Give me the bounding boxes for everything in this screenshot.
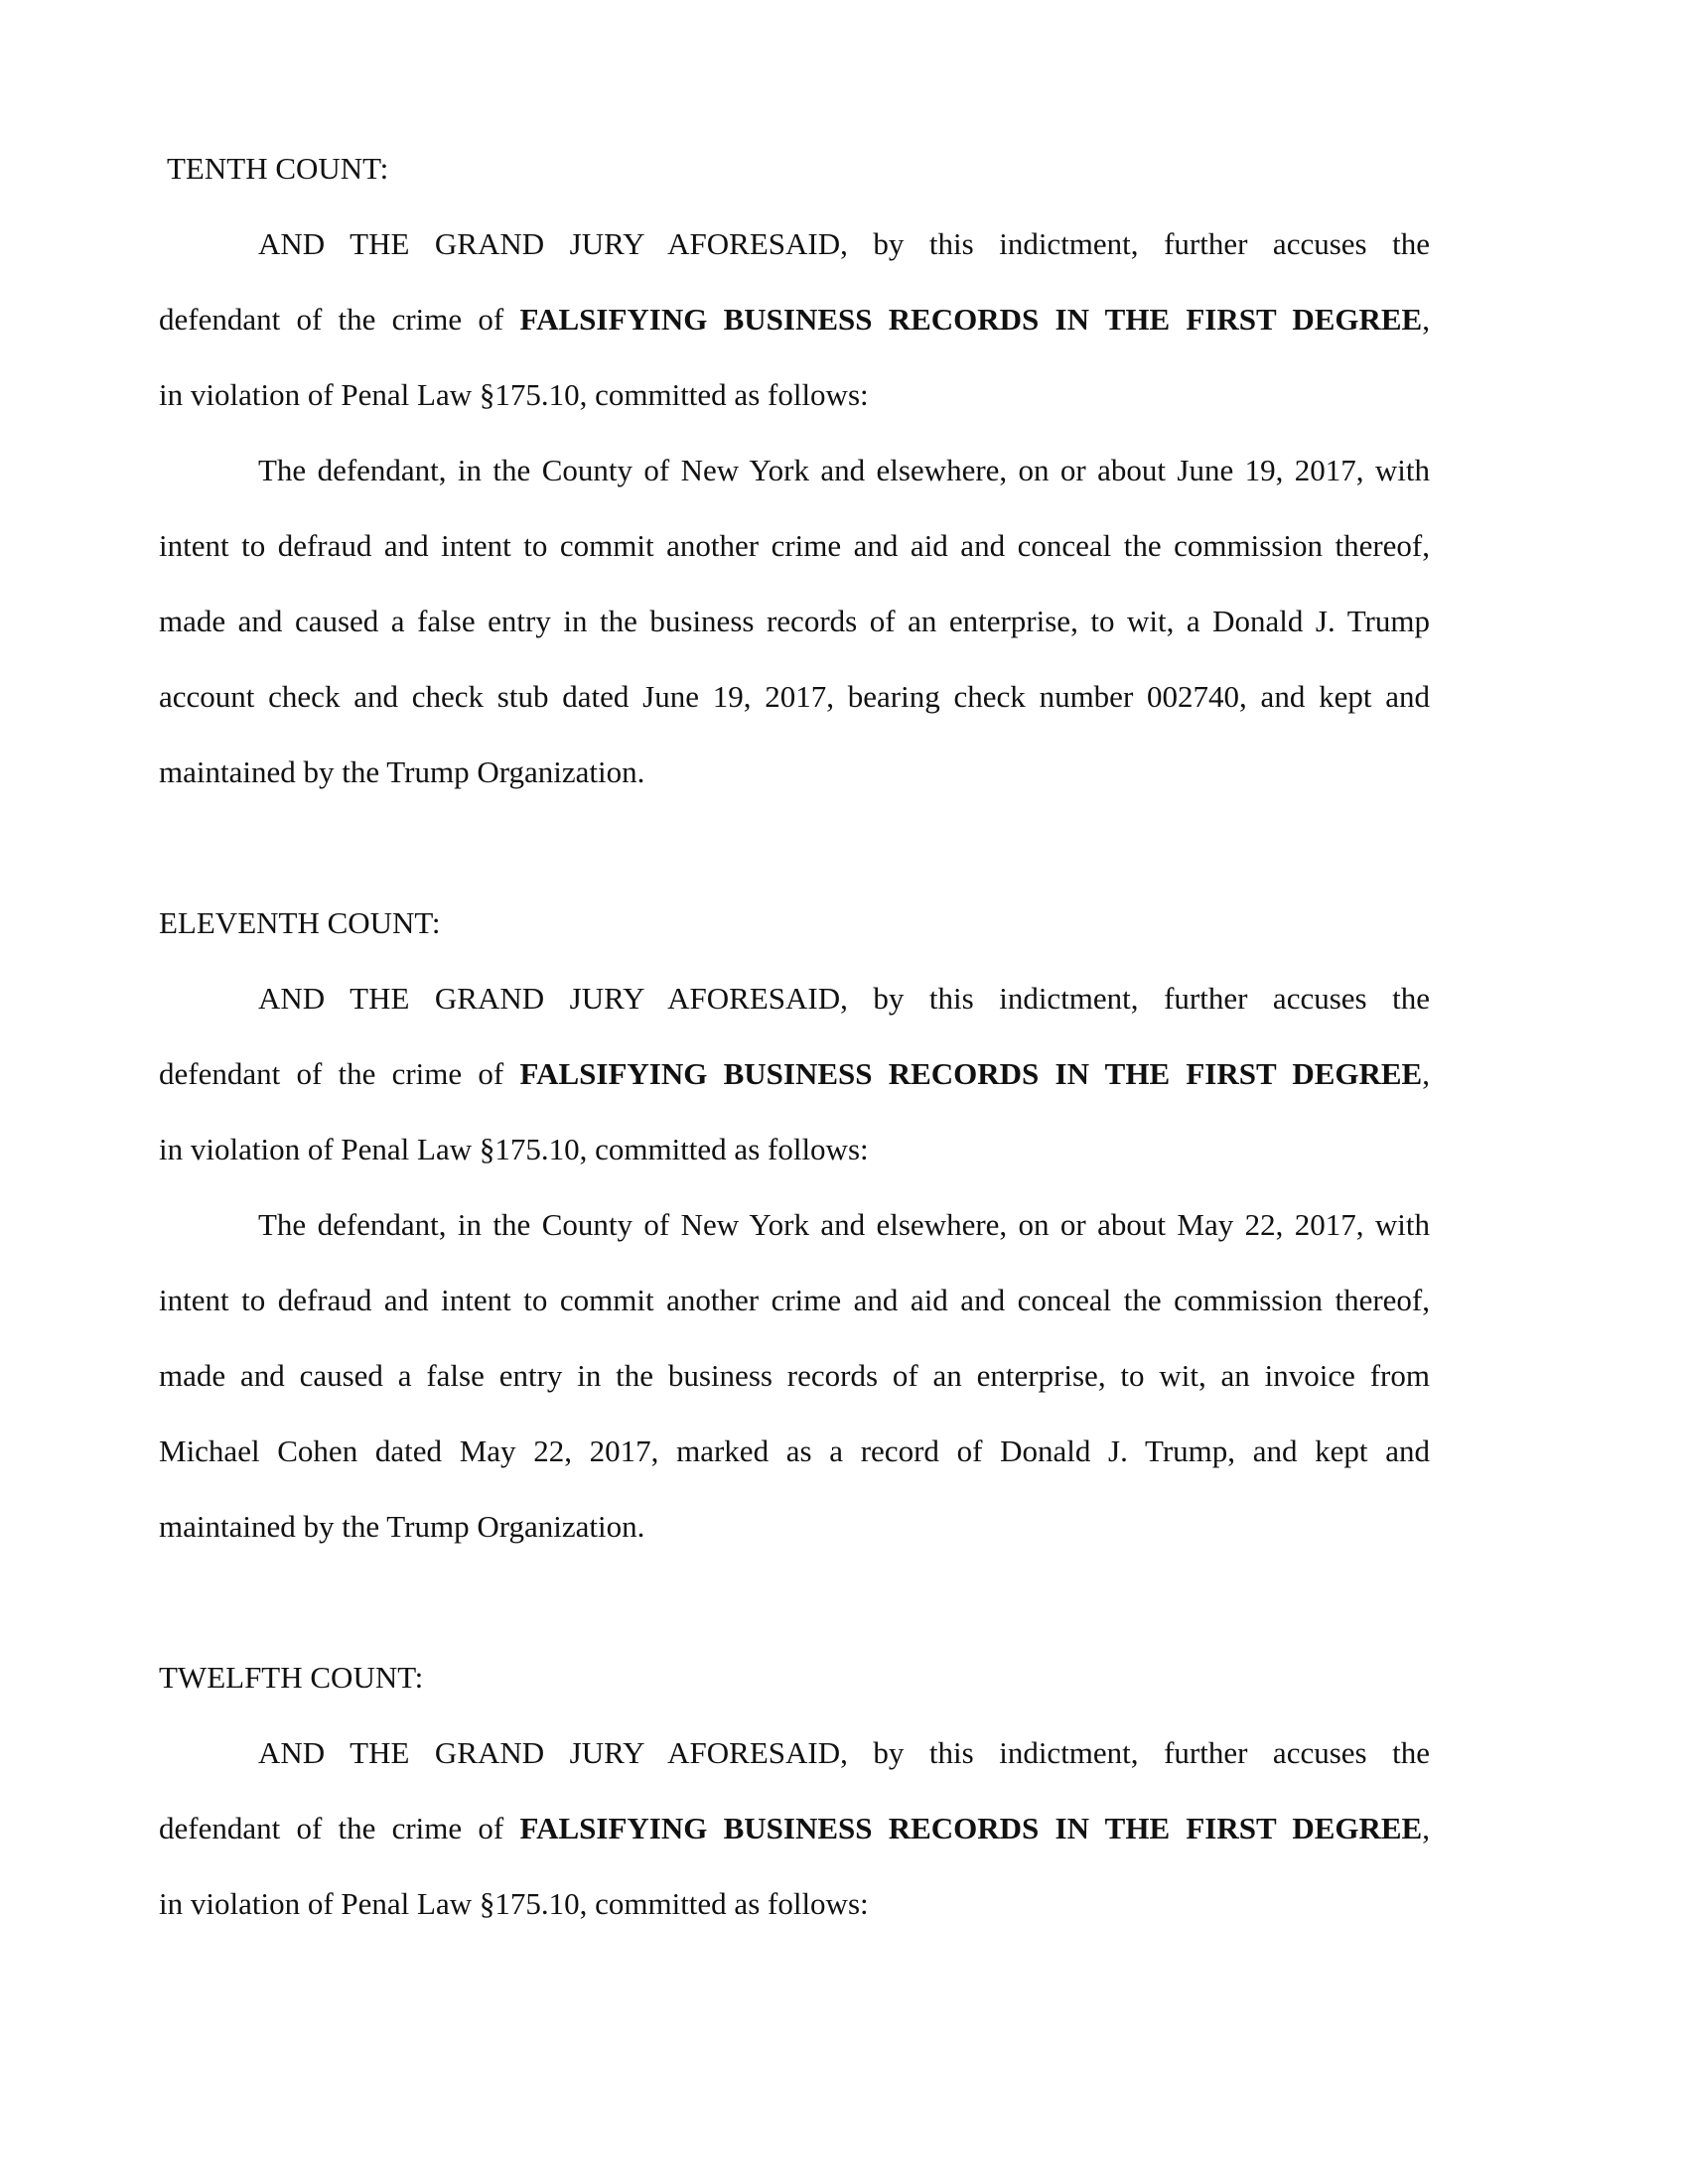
count-intro-line-3: in violation of Penal Law §175.10, committed as follows:: [159, 1886, 869, 1921]
count-intro-line-3: in violation of Penal Law §175.10, committed as follows:: [159, 377, 869, 412]
count-intro-line-2: [159, 1809, 1430, 1848]
count-intro-line-2: [159, 300, 1430, 340]
count-body-line: made and caused a false entry in the business records of an enterprise, to wit, a Donald J. Trump: [159, 604, 1430, 638]
crime-name: FALSIFYING BUSINESS RECORDS IN THE FIRST DEGREE: [519, 1056, 1423, 1091]
count-intro-line-1: AND THE GRAND JURY AFORESAID, by this indictment, further accuses the: [258, 981, 1430, 1016]
intro-text: defendant of the crime of: [159, 302, 520, 337]
count-heading-twelfth: TWELFTH COUNT:: [159, 1660, 424, 1695]
crime-name: FALSIFYING BUSINESS RECORDS IN THE FIRST DEGREE: [519, 302, 1423, 337]
count-body-line: maintained by the Trump Organization.: [159, 1509, 645, 1544]
count-heading-eleventh: ELEVENTH COUNT:: [159, 905, 441, 940]
intro-punct: ,: [1422, 1056, 1430, 1091]
intro-punct: ,: [1422, 302, 1430, 337]
count-body-line: The defendant, in the County of New York and elsewhere, on or about May 22, 2017, with: [258, 1207, 1430, 1242]
count-heading-tenth: TENTH COUNT:: [167, 151, 389, 186]
count-body-line: account check and check stub dated June 19, 2017, bearing check number 002740, and kept and: [159, 679, 1430, 714]
count-intro-line-1: AND THE GRAND JURY AFORESAID, by this indictment, further accuses the: [258, 1735, 1430, 1770]
intro-text: defendant of the crime of: [159, 1056, 520, 1091]
count-body-line: intent to defraud and intent to commit another crime and aid and conceal the commission thereof,: [159, 1283, 1430, 1317]
count-body-line: The defendant, in the County of New York and elsewhere, on or about June 19, 2017, with: [258, 453, 1430, 487]
count-body-line: made and caused a false entry in the business records of an enterprise, to wit, an invoice from: [159, 1358, 1430, 1393]
count-intro-line-2: [159, 1054, 1430, 1094]
intro-punct: ,: [1422, 1811, 1430, 1845]
count-intro-line-3: in violation of Penal Law §175.10, committed as follows:: [159, 1132, 869, 1166]
count-body-line: maintained by the Trump Organization.: [159, 754, 645, 789]
intro-text: defendant of the crime of: [159, 1811, 520, 1845]
count-body-line: Michael Cohen dated May 22, 2017, marked as a record of Donald J. Trump, and kept and: [159, 1433, 1430, 1468]
crime-name: FALSIFYING BUSINESS RECORDS IN THE FIRST DEGREE: [519, 1811, 1423, 1845]
count-body-line: intent to defraud and intent to commit another crime and aid and conceal the commission thereof,: [159, 528, 1430, 563]
count-intro-line-1: AND THE GRAND JURY AFORESAID, by this indictment, further accuses the: [258, 226, 1430, 261]
